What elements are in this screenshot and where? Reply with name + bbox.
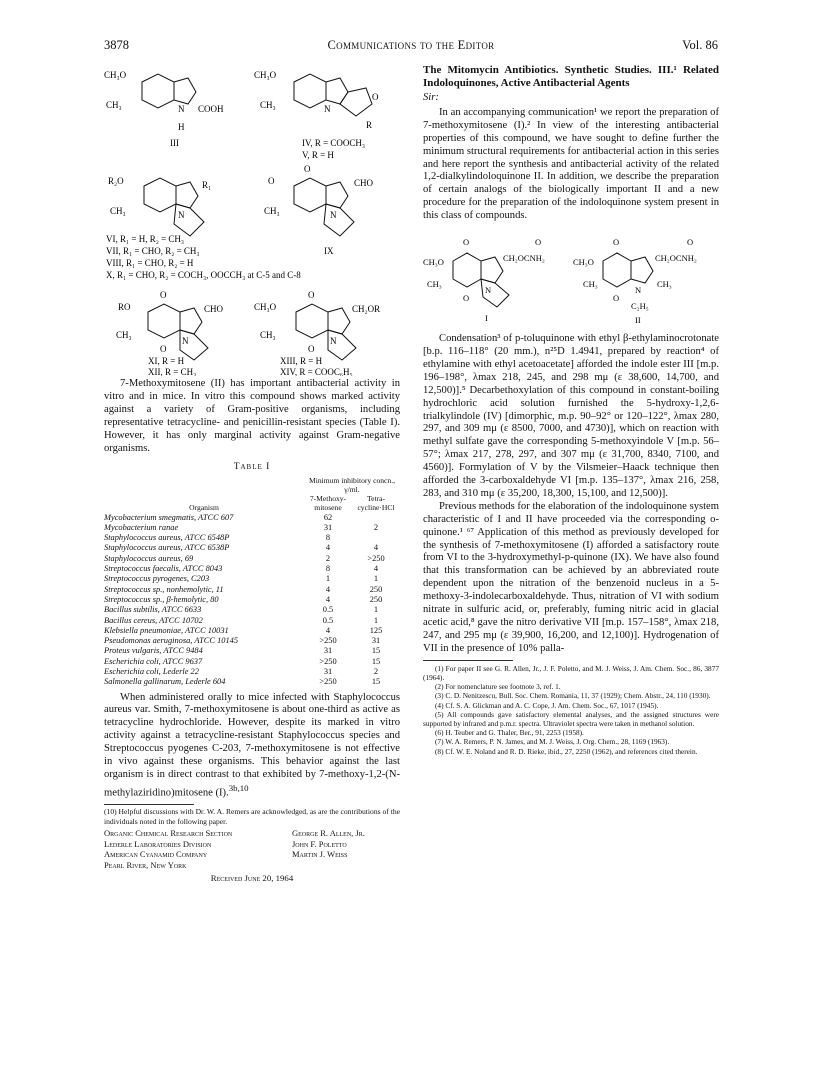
footnote: (7) W. A. Remers, P. N. James, and M. J. Weiss, J. Org. Chem., 28, 1169 (1963). bbox=[435, 737, 670, 747]
IX-sub-0: O bbox=[268, 176, 275, 186]
VI-label-3: VIII, R₁ = CHO, R₂ = H bbox=[106, 258, 194, 268]
II-sub-6: N bbox=[635, 285, 642, 296]
IX-sub-4: N bbox=[330, 210, 337, 220]
I-sub-4: CH₃ bbox=[427, 279, 442, 290]
tetracycline-value-cell: 1 bbox=[373, 574, 379, 584]
organism-cell: Salmonella gallinarum, Lederle 604 bbox=[104, 677, 226, 687]
tetracycline-value-cell: 125 bbox=[369, 625, 383, 635]
footnote-rule bbox=[104, 804, 194, 805]
XIII-sub-4: O bbox=[308, 344, 315, 354]
IV-label-1: IV, R = COOCH₃ bbox=[302, 138, 366, 148]
table-row bbox=[104, 616, 400, 626]
VI-sub-0: R₂O bbox=[108, 176, 124, 186]
IX-sub-3: CH₃ bbox=[264, 206, 280, 216]
IV-sub-2: N bbox=[324, 104, 331, 114]
organism-cell: Pseudomonas aeruginosa, ATCC 10145 bbox=[104, 636, 239, 646]
VI-sub-2: CH₃ bbox=[110, 206, 126, 216]
II-sub-3: O bbox=[613, 293, 620, 304]
table-row bbox=[104, 523, 400, 533]
organism-cell: Staphylococcus aureus, 69 bbox=[104, 553, 194, 563]
col-methoxymitosene: 7-Methoxy-mitosene bbox=[309, 493, 347, 512]
organism-cell: Bacillus subtilis, ATCC 6633 bbox=[104, 605, 202, 615]
IX-sub-2: CHO bbox=[354, 178, 374, 188]
XIII-sub-3: CH₃ bbox=[260, 330, 276, 340]
IV-label-2: V, R = H bbox=[302, 150, 334, 160]
XIII-sub-2: CH₂OR bbox=[352, 304, 381, 314]
footnote: (5) All compounds gave satisfactory elemental analyses, and the assigned structures were supported by infrared and p.m.r. spectra. Ultraviolet spectra were taken in methanol solution. bbox=[423, 709, 719, 728]
table-row bbox=[104, 595, 400, 605]
III-label: III bbox=[170, 138, 179, 148]
table-row bbox=[104, 513, 400, 523]
VI-sub-1: R₁ bbox=[202, 180, 212, 190]
left-para-1: 7-Methoxymitosene (II) has important antibacterial activity in vitro and in mice. In vitro this compound shows marked activity against a variety of Gram-positive organisms, including representative tetracycline- and penicillin-resistant species (Table I). However, it has only marginal activity against Gram-negative organisms. bbox=[104, 378, 400, 454]
running-title: Communications to the Editor bbox=[327, 38, 495, 52]
table-row bbox=[104, 543, 400, 553]
II-sub-8: C₂H₅ bbox=[631, 301, 649, 312]
table-row bbox=[104, 667, 400, 677]
mitosene-value-cell: 0.5 bbox=[322, 615, 334, 625]
I-sub-3: O bbox=[463, 293, 470, 304]
address-line: American Cyanamid Company bbox=[104, 849, 208, 860]
address-row bbox=[104, 828, 400, 838]
XI-label-1: XI, R = H bbox=[148, 356, 185, 366]
IV-sub-0: CH₃O bbox=[254, 70, 277, 80]
article-title: The Mitomycin Antibiotics. Synthetic Studies. III.¹ Related Indoloquinones, Active Antibacterial Agents bbox=[423, 64, 719, 89]
mitosene-value-cell: 1 bbox=[325, 574, 331, 584]
footnote: (3) C. D. Nenitzescu, Bull. Soc. Chem. Romania, 11, 37 (1929); Chem. Abstr., 24, 110 (1930). bbox=[435, 691, 711, 701]
right-para-2: Condensation³ of p-toluquinone with ethyl β-ethylaminocrotonate [b.p. 116–118° (20 mm.), n²⁵D 1.4941, prepared by reaction⁴ of ethylamine with ethyl acetoacetate] afforded the indole ester III [m.p. 196–198°, λmax 218, 245, and 298 mμ (ε 38,600, 14,700, and 12,500)].⁵ Decarbethoxylation of this compound in constant-boiling hydrochloric acid solution furnished the 5-hydroxy-1,2,6-trialkylindole (IV) [dimorphic, m.p. 90–92° or 120–122°, λmax 280, 297, and 309 mμ (ε 8500, 7000, and 4730)], which on reaction with methyl sulfate gave the corresponding 5-methoxyindole V [m.p. 56–57°; λmax 217, 278, 297, and 307 mμ (ε 31,700, 8340, 7100, and 4560)]. Formylation of V by the Vilsmeier–Haack technique then afforded the 3-carboxaldehyde VI [m.p. 135–137°, λmax 216, 258, 283, and 310 mμ (ε 35,200, 18,300, 15,100, and 12,500)]. bbox=[423, 333, 719, 499]
II-label: II bbox=[635, 315, 641, 326]
III-sub-3: COOH bbox=[198, 104, 224, 114]
col-tetracycline: Tetra-cycline·HCl bbox=[357, 493, 395, 512]
table-row bbox=[104, 564, 400, 574]
left-para-2-text: When administered orally to mice infected with Staphylococcus aureus var. Smith, 7-methoxymitosene is about one-third as active as tetracycline hydrochloride. However, despite its marked in vitro activity against a tetracycline-resistant Staphylococcus species and Streptococcus pyogenes C-203, 7-methoxymitosene is not effective in vivo against these organisms. This behavior against the last organism is in direct contrast to that exhibited by 7-methoxy-1,2-(N-methylaziridino)mitosene (I). bbox=[104, 691, 400, 799]
table-row bbox=[104, 605, 400, 615]
table-row bbox=[104, 626, 400, 636]
footnote: (8) Cf. W. E. Noland and R. D. Rieke, ibid., 27, 2250 (1962), and references cited therein. bbox=[435, 746, 698, 756]
table-row bbox=[104, 677, 400, 687]
IV-sub-3: O bbox=[372, 92, 379, 102]
mitosene-value-cell: >250 bbox=[319, 656, 337, 666]
right-para-3: Previous methods for the elaboration of the indoloquinone system characteristic of I and II have proceeded via the corresponding o-quinone.¹ ⁶⁷ Application of this method as previously developed for the synthesis of 7-methoxymitosene (I) afforded a satisfactory route from VI to the 3-hydroxymethyl-p-quinone (IX). We have also found that this transformation can be achieved by an abbreviated route dependent upon the nitration of the benzenoid nucleus in a 5-methoxy-3-indolecarboxaldehyde. Thus, nitration of VI with sodium nitrate in sulfuric acid, or, preferably, fuming nitric acid in glacial acetic acid,⁸ gave the nitro derivative VII [m.p. 157–158°, λmax 218, 247, and 295 mμ (ε 39,900, 16,200, and 12,100)]. Hydrogenation of VII in the presence of 10% palla- bbox=[423, 500, 719, 654]
I-label: I bbox=[485, 313, 488, 324]
running-header bbox=[104, 38, 718, 56]
tetracycline-value-cell: 4 bbox=[373, 564, 379, 574]
organism-cell: Streptococcus sp., nonhemolytic, 11 bbox=[104, 584, 224, 594]
organism-cell: Mycobacterium smegmatis, ATCC 607 bbox=[104, 512, 234, 522]
I-sub-0: CH₃O bbox=[423, 257, 444, 268]
organism-cell: Klebsiella pneumoniae, ATCC 10031 bbox=[104, 625, 229, 635]
address-line: Lederle Laboratories Division bbox=[104, 838, 212, 849]
II-sub-4: CH₃ bbox=[583, 279, 598, 290]
I-sub-2: CH₂OCNH₂ bbox=[503, 253, 545, 264]
right-para-1: In an accompanying communication¹ we report the preparation of 7-methoxymitosene (I).² In view of the interesting antibacterial properties of this compound, we have sought to define further the minimum structural requirements for antibacterial action in this series and here report the synthesis and antibacterial activity of the related 1,2-dialkylindoloquinone II. In addition, we describe the preparation of certain analogs of the biologically important II and a new procedure for the preparation of the indoloquinone system present in this class of compounds. bbox=[423, 106, 719, 222]
table-row bbox=[104, 533, 400, 543]
received-date: Received June 20, 1964 bbox=[210, 872, 294, 883]
table-body bbox=[104, 513, 400, 688]
XI-label-2: XII, R = CH₃ bbox=[148, 367, 197, 376]
compounds-I-II-svg bbox=[423, 235, 719, 327]
IX-sub-1: O bbox=[304, 164, 311, 174]
mic-table bbox=[104, 477, 400, 687]
page-number: 3878 bbox=[104, 38, 129, 52]
II-sub-1: O bbox=[613, 237, 620, 248]
table-row bbox=[104, 636, 400, 646]
I-sub-1: O bbox=[463, 237, 470, 248]
tetracycline-value-cell: 15 bbox=[371, 677, 381, 687]
compounds-I-II-figure bbox=[423, 235, 719, 327]
tetracycline-value-cell: 4 bbox=[373, 543, 379, 553]
XI-sub-0: RO bbox=[118, 302, 131, 312]
mitosene-value-cell: 31 bbox=[323, 646, 333, 656]
organism-cell: Staphylococcus aureus, ATCC 6538P bbox=[104, 543, 230, 553]
table-row bbox=[104, 574, 400, 584]
XIII-label-2: XIV, R = COOC₆H₅ bbox=[280, 367, 353, 376]
tetracycline-value-cell: 31 bbox=[371, 636, 381, 646]
address-line: Pearl River, New York bbox=[104, 859, 187, 870]
footnote: (1) For paper II see G. R. Allen, Jr., J. F. Poletto, and M. J. Weiss, J. Am. Chem. Soc., 86, 3877 (1964). bbox=[423, 663, 719, 682]
mitosene-value-cell: 8 bbox=[325, 564, 331, 574]
tetracycline-value-cell: 2 bbox=[373, 666, 379, 676]
IV-sub-4: R bbox=[366, 120, 373, 130]
XI-sub-3: CH₃ bbox=[116, 330, 132, 340]
organism-cell: Proteus vulgaris, ATCC 9484 bbox=[104, 646, 203, 656]
author-address-block bbox=[104, 828, 400, 870]
tetracycline-value-cell: 15 bbox=[371, 656, 381, 666]
III-sub-0: CH₃O bbox=[104, 70, 127, 80]
mitosene-value-cell: >250 bbox=[319, 677, 337, 687]
VI-label-4: X, R₁ = CHO, R₂ = COCH₃, OOCCH₃ at C-5 and C-8 bbox=[106, 270, 301, 280]
organism-cell: Streptococcus pyrogenes, C203 bbox=[104, 574, 210, 584]
table-row bbox=[104, 554, 400, 564]
I-sub-6: N bbox=[485, 285, 492, 296]
left-column bbox=[104, 378, 400, 885]
table-row bbox=[104, 646, 400, 656]
mitosene-value-cell: 31 bbox=[323, 522, 333, 532]
XIII-sub-0: CH₃O bbox=[254, 302, 277, 312]
XI-sub-2: CHO bbox=[204, 304, 224, 314]
mitosene-value-cell: 4 bbox=[325, 543, 331, 553]
structures-figure bbox=[104, 64, 400, 376]
III-sub-2: N bbox=[178, 104, 185, 114]
organism-cell: Escherichia coli, ATCC 9637 bbox=[104, 656, 203, 666]
footnote: (6) H. Teuber and G. Thaler, Ber., 91, 2253 (1958). bbox=[435, 728, 584, 738]
table-row bbox=[104, 657, 400, 667]
footnote-rule bbox=[423, 660, 513, 661]
XI-sub-1: O bbox=[160, 290, 167, 300]
organism-cell: Streptococcus faecalis, ATCC 8043 bbox=[104, 564, 223, 574]
tetracycline-value-cell: 250 bbox=[369, 584, 383, 594]
salutation: Sir: bbox=[423, 92, 439, 103]
XIII-sub-1: O bbox=[308, 290, 315, 300]
VI-label-1: VI, R₁ = H, R₂ = CH₃ bbox=[106, 234, 185, 244]
mitosene-value-cell: 8 bbox=[325, 533, 331, 543]
tetracycline-value-cell: 1 bbox=[373, 605, 379, 615]
address-row bbox=[104, 860, 400, 870]
left-para-2 bbox=[104, 692, 400, 801]
I-sub-5: O bbox=[535, 237, 542, 248]
XIII-label-1: XIII, R = H bbox=[280, 356, 323, 366]
address-line: Organic Chemical Research Section bbox=[104, 828, 233, 839]
left-para-2-ref: 3b,10 bbox=[228, 782, 249, 793]
mitosene-value-cell: 4 bbox=[325, 625, 331, 635]
table-row bbox=[104, 585, 400, 595]
VI-label-2: VII, R₁ = CHO, R₂ = CH₃ bbox=[106, 246, 200, 256]
II-sub-2: CH₂OCNH₂ bbox=[655, 253, 697, 264]
footnote: (4) Cf. S. A. Glickman and A. C. Cope, J. Am. Chem. Soc., 67, 1017 (1945). bbox=[435, 700, 659, 710]
tetracycline-value-cell bbox=[352, 533, 400, 543]
author-name: John F. Poletto bbox=[292, 838, 347, 849]
author-name: Martin J. Weiss bbox=[292, 849, 348, 860]
table-header-group: Minimum inhibitory concn., γ/ml. bbox=[308, 476, 396, 495]
table-title: Table I bbox=[233, 462, 271, 473]
right-column bbox=[423, 64, 719, 756]
organism-cell: Mycobacterium ranae bbox=[104, 522, 179, 532]
II-sub-0: CH₃O bbox=[573, 257, 594, 268]
XIII-sub-5: N bbox=[330, 336, 337, 346]
volume-label: Vol. 86 bbox=[682, 38, 718, 52]
mitosene-value-cell: 2 bbox=[325, 553, 331, 563]
organism-cell: Streptococcus sp., β-hemolytic, 80 bbox=[104, 594, 219, 604]
tetracycline-value-cell bbox=[352, 513, 400, 523]
organism-cell: Bacillus cereus, ATCC 10702 bbox=[104, 615, 203, 625]
structures-svg bbox=[104, 64, 400, 376]
organism-cell: Staphylococcus aureus, ATCC 6548P bbox=[104, 533, 230, 543]
organism-cell: Escherichia coli, Lederle 22 bbox=[104, 666, 199, 676]
IV-sub-1: CH₃ bbox=[260, 100, 276, 110]
tetracycline-value-cell: 15 bbox=[371, 646, 381, 656]
XI-sub-5: N bbox=[182, 336, 189, 346]
mitosene-value-cell: 4 bbox=[325, 594, 331, 604]
III-sub-1: CH₃ bbox=[106, 100, 122, 110]
II-sub-5: O bbox=[687, 237, 694, 248]
XI-sub-4: O bbox=[160, 344, 167, 354]
mitosene-value-cell: 62 bbox=[323, 512, 333, 522]
tetracycline-value-cell: 250 bbox=[369, 594, 383, 604]
acknowledgement: (10) Helpful discussions with Dr. W. A. Remers are acknowledged, as are the contributions of the individuals noted in the following paper. bbox=[104, 807, 400, 826]
footnote: (2) For nomenclature see footnote 3, ref. 1. bbox=[435, 682, 561, 692]
footnotes bbox=[423, 664, 719, 756]
II-sub-7: CH₃ bbox=[657, 279, 672, 290]
IX-label: IX bbox=[324, 246, 334, 256]
address-row bbox=[104, 849, 400, 859]
tetracycline-value-cell: >250 bbox=[367, 553, 385, 563]
VI-sub-3: N bbox=[178, 210, 185, 220]
col-organism: Organism bbox=[189, 502, 219, 512]
author-name: George R. Allen, Jr. bbox=[292, 828, 365, 839]
tetracycline-value-cell: 2 bbox=[373, 522, 379, 532]
mitosene-value-cell: >250 bbox=[319, 636, 337, 646]
mitosene-value-cell: 0.5 bbox=[322, 605, 334, 615]
tetracycline-value-cell: 1 bbox=[373, 615, 379, 625]
mitosene-value-cell: 31 bbox=[323, 666, 333, 676]
III-sub-4: H bbox=[178, 122, 185, 132]
address-row bbox=[104, 839, 400, 849]
mitosene-value-cell: 4 bbox=[325, 584, 331, 594]
